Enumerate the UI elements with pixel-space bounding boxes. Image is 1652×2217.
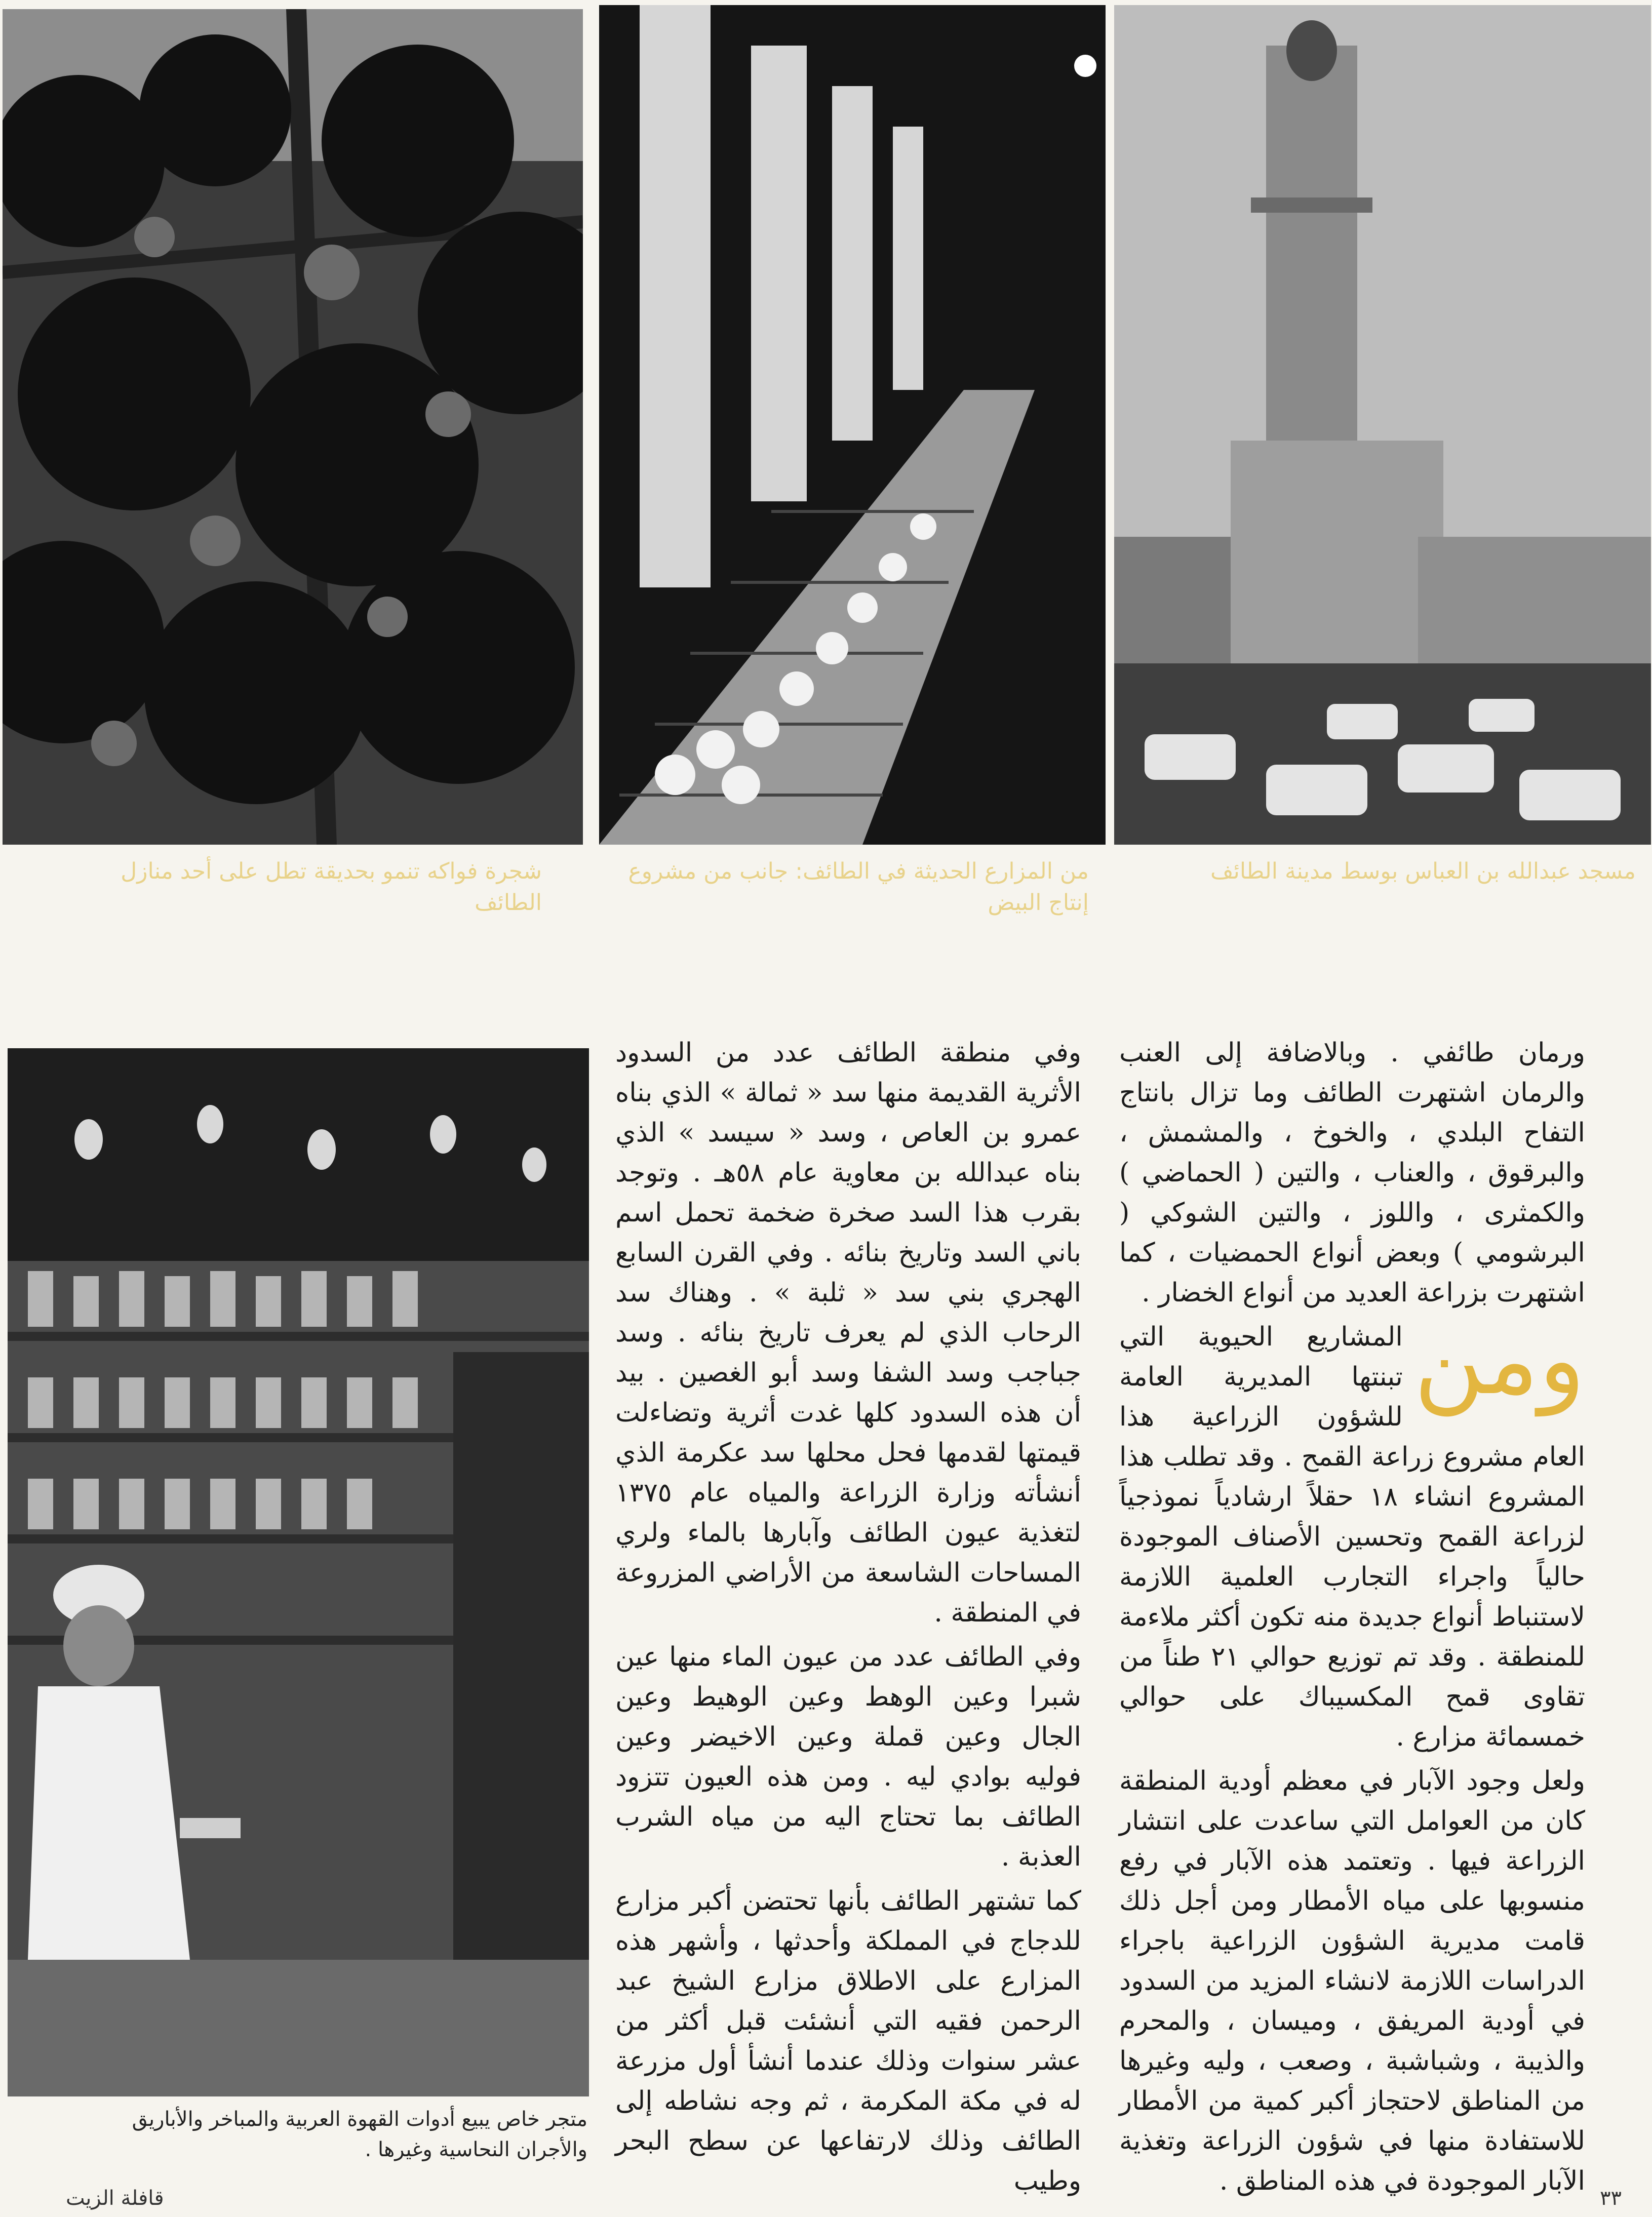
caption-tree: شجرة فواكه تنمو بحديقة تطل على أحد منازل الطائف	[121, 858, 542, 916]
paragraph: كما تشتهر الطائف بأنها تحتضن أكبر مزارع للدجاج في المملكة وأحدثها ، وأشهر هذه المزارع على الاطلاق مزارع الشيخ عبد الرحمن فقيه التي أنشئت قبل أكثر من عشر سنوات وذلك عندما أنشأ أول مزرعة له في مكة المكرمة ، ثم وجه نشاطه إلى الطائف وذلك لارتفاعها عن سطح البحر وطيب	[615, 1886, 1081, 2196]
photo-tree	[3, 9, 583, 845]
photo-mosque	[1114, 5, 1651, 845]
paragraph: ورمان طائفي . وبالاضافة إلى العنب والرمان اشتهرت الطائف وما تزال بانتاج التفاح البلدي ، والخوخ ، والمشمش ، والبرقوق ، والعناب ، والتين ( الحماضي ) والكمثرى ، واللوز ، والتين الشوكي ( البرشومي ) وبعض أنواع الحمضيات ، كما اشتهرت بزراعة العديد من أنواع الخضار .	[1119, 1038, 1585, 1308]
text-column-middle	[615, 1033, 1081, 2205]
photo-eggs	[599, 5, 1106, 845]
page-number: ٣٣	[1600, 2187, 1622, 2210]
paragraph: وفي منطقة الطائف عدد من السدود الأثرية القديمة منها سد « ثمالة » الذي بناه عمرو بن العاص ، وسد « سيسد » الذي بناه عبدالله بن معاوية عام ٥٨هـ . وتوجد بقرب هذا السد صخرة ضخمة تحمل اسم باني السد وتاريخ بنائه . وفي القرن السابع الهجري بني سد « ثلبة » . وهناك سد الرحاب الذي لم يعرف تاريخ بنائه . وسد جباجب وسد الشفا وسد أبو الغصين . بيد أن هذه السدود كلها غدت أثرية وتضاءلت قيمتها لقدمها فحل محلها سد عكرمة الذي أنشأته وزارة الزراعة والمياه عام ١٣٧٥ لتغذية عيون الطائف وآبارها بالماء ولري المساحات الشاسعة من الأراضي المزروعة في المنطقة .	[615, 1038, 1081, 1628]
caption-shop: متجر خاص يبيع أدوات القهوة العربية والمباخر والأباريق والأجران النحاسية وغيرها .	[132, 2108, 587, 2161]
paragraph: ومن المشاريع الحيوية التي تبنتها المديرية العامة للشؤون الزراعية هذا العام مشروع زراعة القمح . وقد تطلب هذا المشروع انشاء ١٨ حقلاً ارشادياً نموذجياً لزراعة القمح وتحسين الأصناف الموجودة حالياً واجراء التجارب العلمية اللازمة لاستنباط أنواع جديدة منه تكون أكثر ملاءمة للمنطقة . وقد تم توزيع حوالي ٢١ طناً من تقاوى قمح المكسيباك على حوالي خمسمائة مزارع .	[1119, 1304, 1586, 1752]
paragraph: وفي الطائف عدد من عيون الماء منها عين شبرا وعين الوهط وعين الوهيط وعين الجال وعين قملة وعين الاخيضر وعين فوليه بوادي ليه . ومن هذه العيون تتزود الطائف بما تحتاج اليه من مياه الشرب العذبة .	[615, 1642, 1081, 1872]
photo-shop	[8, 1048, 589, 2096]
text-column-right	[1119, 1033, 1585, 2205]
caption-mosque: مسجد عبدالله بن العباس بوسط مدينة الطائف	[1210, 858, 1636, 884]
paragraph: ولعل وجود الآبار في معظم أودية المنطقة كان من العوامل التي ساعدت على انتشار الزراعة فيها . وتعتمد هذه الآبار في رفع منسوبها على مياه الأمطار ومن أجل ذلك قامت مديرية الشؤون الزراعية باجراء الدراسات اللازمة لانشاء المزيد من السدود في أودية المريفق ، وميسان ، والمحرم والذيبة ، وشباشبة ، وصعب ، وليه وغيرها من المناطق لاحتجاز أكبر كمية من الأمطار للاستفادة منها في شؤون الزراعة وتغذية الآبار الموجودة في هذه المناطق .	[1119, 1766, 1585, 2196]
magazine-name: قافلة الزيت	[66, 2187, 164, 2210]
caption-eggs: من المزارع الحديثة في الطائف: جانب من مشروع إنتاج البيض	[628, 858, 1089, 916]
drop-cap: ومن	[1413, 1304, 1585, 1416]
